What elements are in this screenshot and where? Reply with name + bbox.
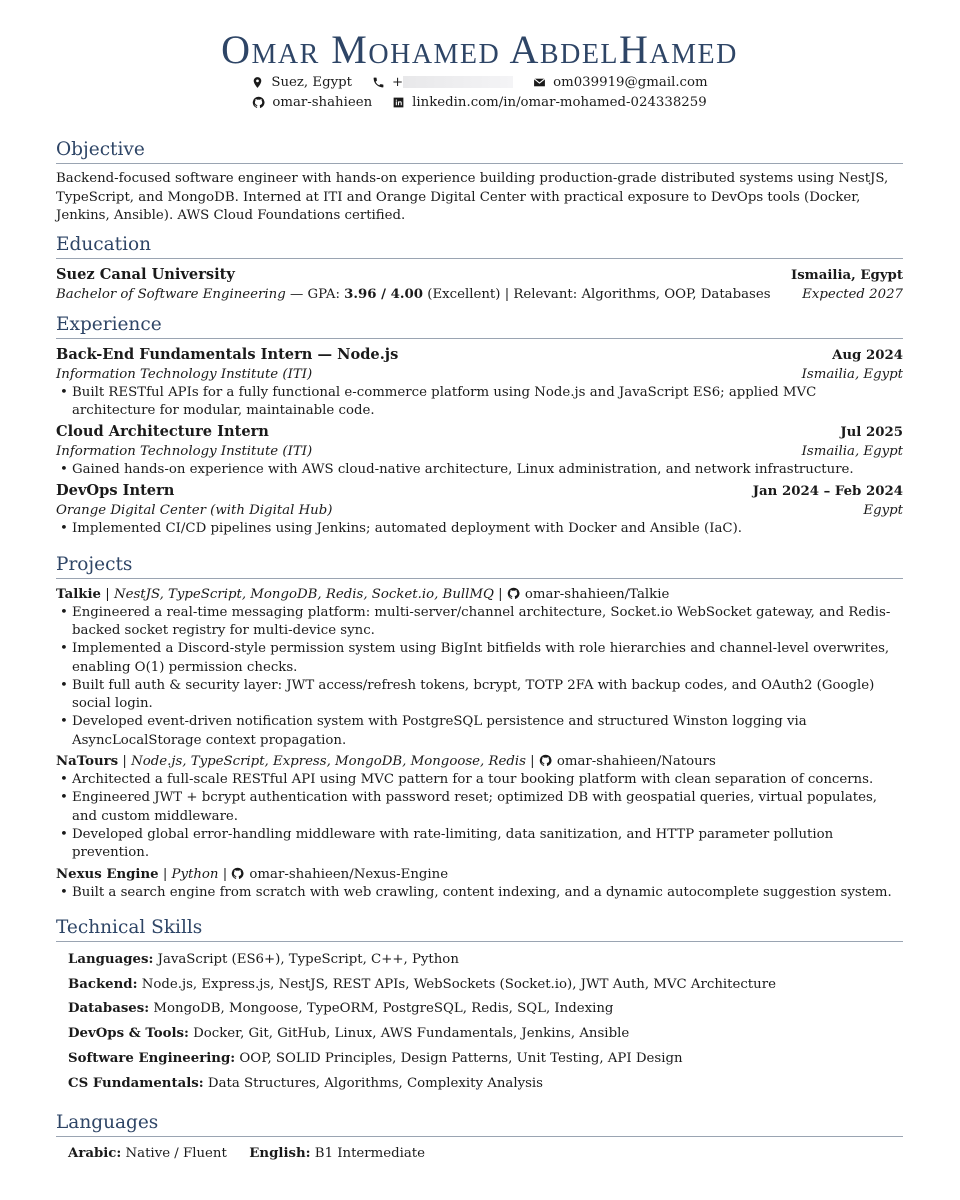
job-date: Jan 2024 – Feb 2024: [752, 484, 903, 500]
project-entry: [56, 865, 903, 902]
project-repo-link[interactable]: omar-shahieen/Natours: [556, 754, 716, 770]
project-name: Nexus Engine: [56, 866, 159, 882]
phone-text: +: [391, 74, 404, 90]
envelope-icon: [533, 76, 546, 89]
skill-label: DevOps & Tools:: [68, 1026, 189, 1042]
project-bullet: • Developed global error-handling middleware with rate-limiting, data sanitization, and HTTP parameter pollution prevention.: [72, 826, 903, 863]
project-repo-link[interactable]: omar-shahieen/Talkie: [524, 586, 670, 602]
contact-email[interactable]: [533, 75, 708, 90]
contact-linkedin[interactable]: [392, 95, 707, 110]
school-location: Ismailia, Egypt: [790, 267, 903, 283]
education-section: [56, 233, 903, 304]
section-title-skills: Technical Skills: [56, 916, 903, 942]
contact-phone: [372, 75, 513, 90]
skills-section: [56, 916, 903, 1097]
projects-section: [56, 553, 903, 902]
candidate-name: Omar Mohamed AbdelHamed: [221, 27, 738, 72]
experience-entry: [56, 422, 903, 479]
project-bullet: • Engineered JWT + bcrypt authentication with password reset; optimized DB with geospatial queries, virtual populates, and custom middleware.: [72, 789, 903, 826]
project-bullet: • Developed event-driven notification system with PostgreSQL persistence and structured Winston logging via AsyncLocalStorage context propagation.: [72, 713, 903, 750]
school-name: Suez Canal University: [56, 265, 235, 283]
project-header: NaTours | Node.js, TypeScript, Express, MongoDB, Mongoose, Redis | omar-shahieen/Natours: [56, 754, 716, 770]
education-row-2: [56, 285, 903, 304]
project-bullet: • Architected a full-scale RESTful API using MVC pattern for a tour booking platform with clean separation of concerns.: [72, 771, 903, 789]
experience-entry: [56, 345, 903, 421]
linkedin-icon: [392, 96, 405, 109]
project-entry: [56, 752, 903, 862]
objective-text: Backend-focused software engineer with hands-on experience building production-grade distributed systems using NestJS, TypeScript, and MongoDB. Interned at ITI and Orange Digital Center with practical exposure to DevOps tools (Docker, Jenkins, Ansible). AWS Cloud Foundations certified.: [56, 171, 889, 223]
contact-location: [251, 75, 352, 90]
project-header: Nexus Engine | Python | omar-shahieen/Nexus-Engine: [56, 866, 449, 882]
gpa-value: 3.96 / 4.00: [344, 286, 424, 302]
github-link[interactable]: omar-shahieen: [272, 94, 373, 110]
job-org: Information Technology Institute (ITI): [56, 444, 313, 460]
gpa-suffix: (Excellent) | Relevant: Algorithms, OOP, Databases: [423, 286, 771, 302]
job-title: Back-End Fundamentals Intern — Node.js: [56, 345, 399, 363]
languages-section: [56, 1111, 903, 1165]
job-org: Orange Digital Center (with Digital Hub): [56, 503, 333, 519]
project-header: Talkie | NestJS, TypeScript, MongoDB, Redis, Socket.io, BullMQ | omar-shahieen/Talkie: [56, 586, 670, 602]
job-title: DevOps Intern: [56, 482, 175, 500]
project-bullet: • Built full auth & security layer: JWT access/refresh tokens, bcrypt, TOTP 2FA with backup codes, and OAuth2 (Google) social login.: [72, 677, 903, 714]
phone-icon: [372, 76, 385, 89]
project-entry: [56, 585, 903, 750]
phone-redaction: [403, 76, 513, 88]
linkedin-link[interactable]: linkedin.com/in/omar-mohamed-024338259: [412, 94, 707, 110]
objective-section: [56, 138, 903, 226]
project-name: Talkie: [56, 586, 102, 602]
skill-row: [68, 997, 903, 1022]
map-pin-icon: [251, 76, 264, 89]
job-bullet: • Implemented CI/CD pipelines using Jenkins; automated deployment with Docker and Ansible (IaC).: [72, 520, 903, 538]
skill-value: MongoDB, Mongoose, TypeORM, PostgreSQL, Redis, SQL, Indexing: [153, 1001, 614, 1017]
project-bullet: • Engineered a real-time messaging platform: multi-server/channel architecture, Socket.io WebSocket gateway, and Redis-backed socket registry for multi-device sync.: [72, 604, 903, 641]
contact-row-1: [56, 72, 903, 92]
job-date: Jul 2025: [840, 425, 903, 441]
skill-row: [68, 948, 903, 973]
contact-github[interactable]: [252, 95, 372, 110]
section-title-experience: Experience: [56, 313, 903, 339]
project-name: NaTours: [56, 754, 119, 770]
section-title-languages: Languages: [56, 1111, 903, 1137]
github-icon: [231, 867, 244, 880]
skill-row: [68, 1047, 903, 1072]
experience-entry: [56, 481, 903, 538]
project-stack: NestJS, TypeScript, MongoDB, Redis, Socket.io, BullMQ: [113, 586, 494, 602]
degree-line: [56, 285, 771, 304]
github-icon: [252, 96, 265, 109]
email-link[interactable]: om039919@gmail.com: [553, 74, 708, 90]
skill-value: Node.js, Express.js, NestJS, REST APIs, WebSockets (Socket.io), JWT Auth, MVC Architecture: [141, 976, 776, 992]
section-title-objective: Objective: [56, 138, 903, 164]
gpa-prefix: — GPA:: [285, 286, 345, 302]
skill-value: JavaScript (ES6+), TypeScript, C++, Python: [157, 951, 459, 967]
job-date: Aug 2024: [832, 347, 903, 363]
language-level: B1 Intermediate: [314, 1145, 426, 1161]
skill-label: Backend:: [68, 976, 138, 992]
project-bullet: • Built a search engine from scratch with web crawling, content indexing, and a dynamic autocomplete suggestion system.: [72, 884, 903, 902]
graduation-date: Expected 2027: [802, 286, 903, 302]
language-label: Arabic:: [68, 1145, 122, 1161]
job-location: Ismailia, Egypt: [801, 444, 903, 460]
project-stack: Python: [171, 866, 219, 882]
skill-value: Docker, Git, GitHub, Linux, AWS Fundamentals, Jenkins, Ansible: [193, 1026, 630, 1042]
job-bullet: • Gained hands-on experience with AWS cloud-native architecture, Linux administration, and network infrastructure.: [72, 461, 903, 479]
language-level: Native / Fluent: [125, 1145, 227, 1161]
job-location: Egypt: [863, 503, 903, 519]
github-icon: [507, 587, 520, 600]
location-text: Suez, Egypt: [271, 74, 352, 90]
project-bullet: • Implemented a Discord-style permission system using BigInt bitfields with role hierarchies and channel-level overwrites, enabling O(1) permission checks.: [72, 640, 903, 677]
skill-row: [68, 1022, 903, 1047]
skills-list: [56, 948, 903, 1097]
section-title-projects: Projects: [56, 553, 903, 579]
skill-label: CS Fundamentals:: [68, 1075, 204, 1091]
job-title: Cloud Architecture Intern: [56, 423, 269, 441]
language-label: English:: [249, 1145, 311, 1161]
education-row-1: [56, 265, 903, 285]
project-stack: Node.js, TypeScript, Express, MongoDB, Mongoose, Redis: [131, 754, 526, 770]
contact-row-2: [56, 92, 903, 112]
experience-section: [56, 313, 903, 539]
job-org: Information Technology Institute (ITI): [56, 366, 313, 382]
skill-label: Software Engineering:: [68, 1051, 236, 1067]
skill-label: Languages:: [68, 951, 154, 967]
section-title-education: Education: [56, 233, 903, 259]
skill-value: Data Structures, Algorithms, Complexity Analysis: [207, 1075, 544, 1091]
job-location: Ismailia, Egypt: [801, 366, 903, 382]
languages-list: [56, 1143, 903, 1165]
job-bullet: • Built RESTful APIs for a fully functional e-commerce platform using Node.js and JavaScript ES6; applied MVC architecture for modular, maintainable code.: [72, 384, 903, 421]
project-repo-link[interactable]: omar-shahieen/Nexus-Engine: [249, 866, 449, 882]
skill-row: [68, 1072, 903, 1097]
resume-page: [56, 28, 903, 1165]
skill-label: Databases:: [68, 1001, 150, 1017]
degree-name: Bachelor of Software Engineering: [56, 286, 286, 302]
github-icon: [539, 754, 552, 767]
skill-value: OOP, SOLID Principles, Design Patterns, Unit Testing, API Design: [239, 1051, 683, 1067]
skill-row: [68, 973, 903, 998]
